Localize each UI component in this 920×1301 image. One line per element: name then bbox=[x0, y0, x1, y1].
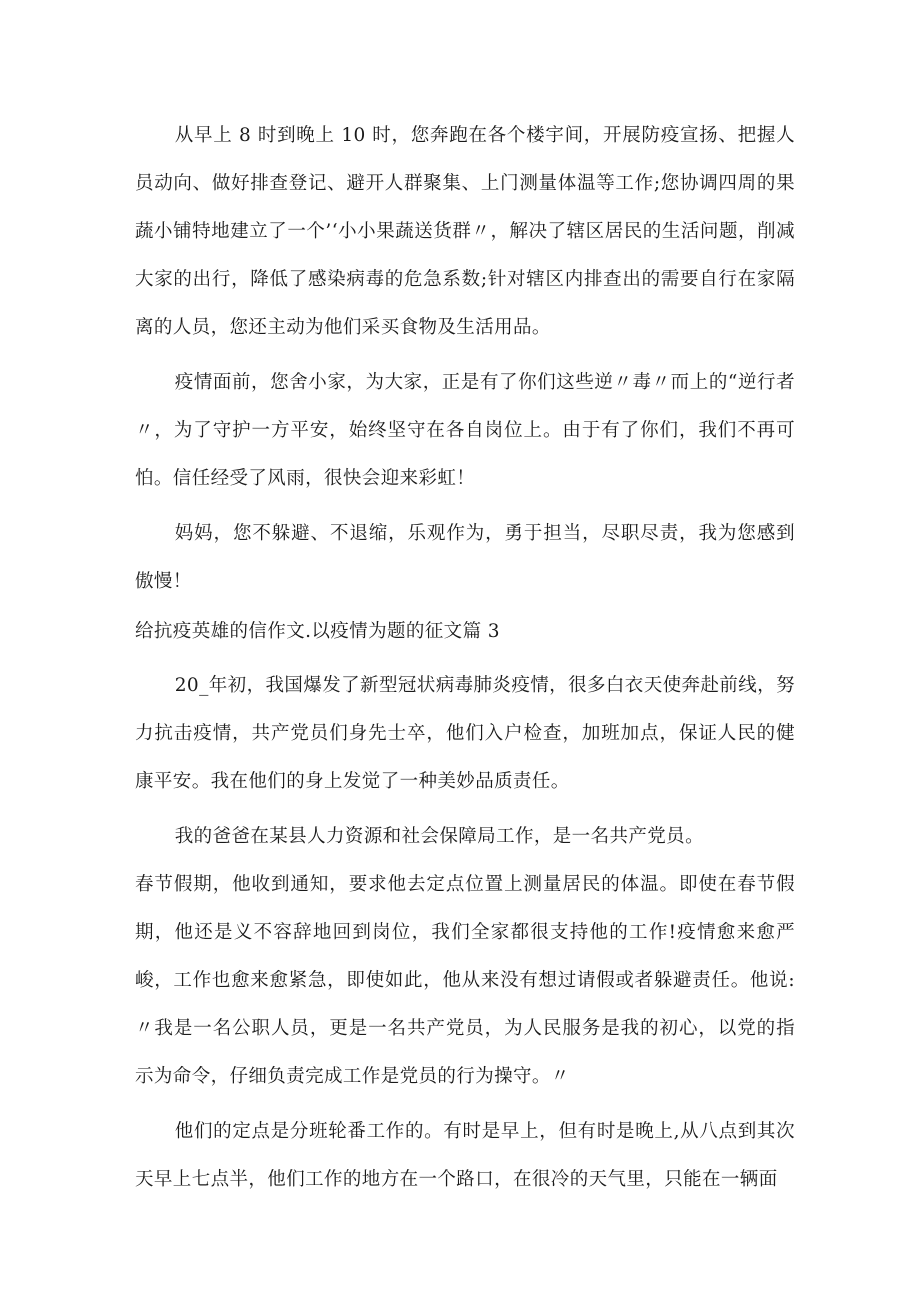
paragraph-4: 20_年初，我国爆发了新型冠状病毒肺炎疫情，很多白衣天使奔赴前线，努力抗击疫情，共产党员们身先士卒，他们入户检查，加班加点，保证人民的健康平安。我在他们的身上发觉了一种美妙品质责任。 bbox=[135, 675, 795, 792]
paragraph-1: 从早上 8 时到晚上 10 时，您奔跑在各个楼宇间，开展防疫宣扬、把握人员动向、做好排查登记、避开人群聚集、上门测量体温等工作;您协调四周的果蔬小铺特地建立了一个’‘小小果蔬送货群〃，解决了辖区居民的生活问题，削减大家的出行，降低了感染病毒的危急系数;针对辖区内排查出的需要自行在家隔离的人员，您还主动为他们采买食物及生活用品。 bbox=[135, 125, 795, 338]
section-heading: 给抗疫英雄的信作文.以疫情为题的征文篇 3 bbox=[135, 621, 500, 642]
paragraph-5: 我的爸爸在某县人力资源和社会保障局工作，是一名共产党员。 bbox=[174, 826, 704, 847]
paragraph-2: 疫情面前，您舍小家，为大家，正是有了你们这些逆〃毒〃而上的“逆行者〃，为了守护一方平安，始终坚守在各自岗位上。由于有了你们，我们不再可怕。信任经受了风雨，很快会迎来彩虹！ bbox=[135, 372, 795, 489]
paragraph-3: 妈妈，您不躲避、不退缩，乐观作为，勇于担当，尽职尽责，我为您感到傲慢！ bbox=[135, 523, 795, 592]
document-page bbox=[135, 112, 795, 1301]
paragraph-6: 春节假期，他收到通知，要求他去定点位置上测量居民的体温。即使在春节假期，他还是义不容辞地回到岗位，我们全家都很支持他的工作!疫情愈来愈严峻，工作也愈来愈紧急，即使如此，他从来没有想过请假或者躲避责任。他说:〃我是一名公职人员，更是一名共产党员，为人民服务是我的初心，以党的指示为命令，仔细负责完成工作是党员的行为操守。〃 bbox=[135, 874, 795, 1087]
paragraph-7: 他们的定点是分班轮番工作的。有时是早上，但有时是晚上,从八点到其次天早上七点半，他们工作的地方在一个路口，在很冷的天气里，只能在一辆面 bbox=[135, 1121, 795, 1190]
